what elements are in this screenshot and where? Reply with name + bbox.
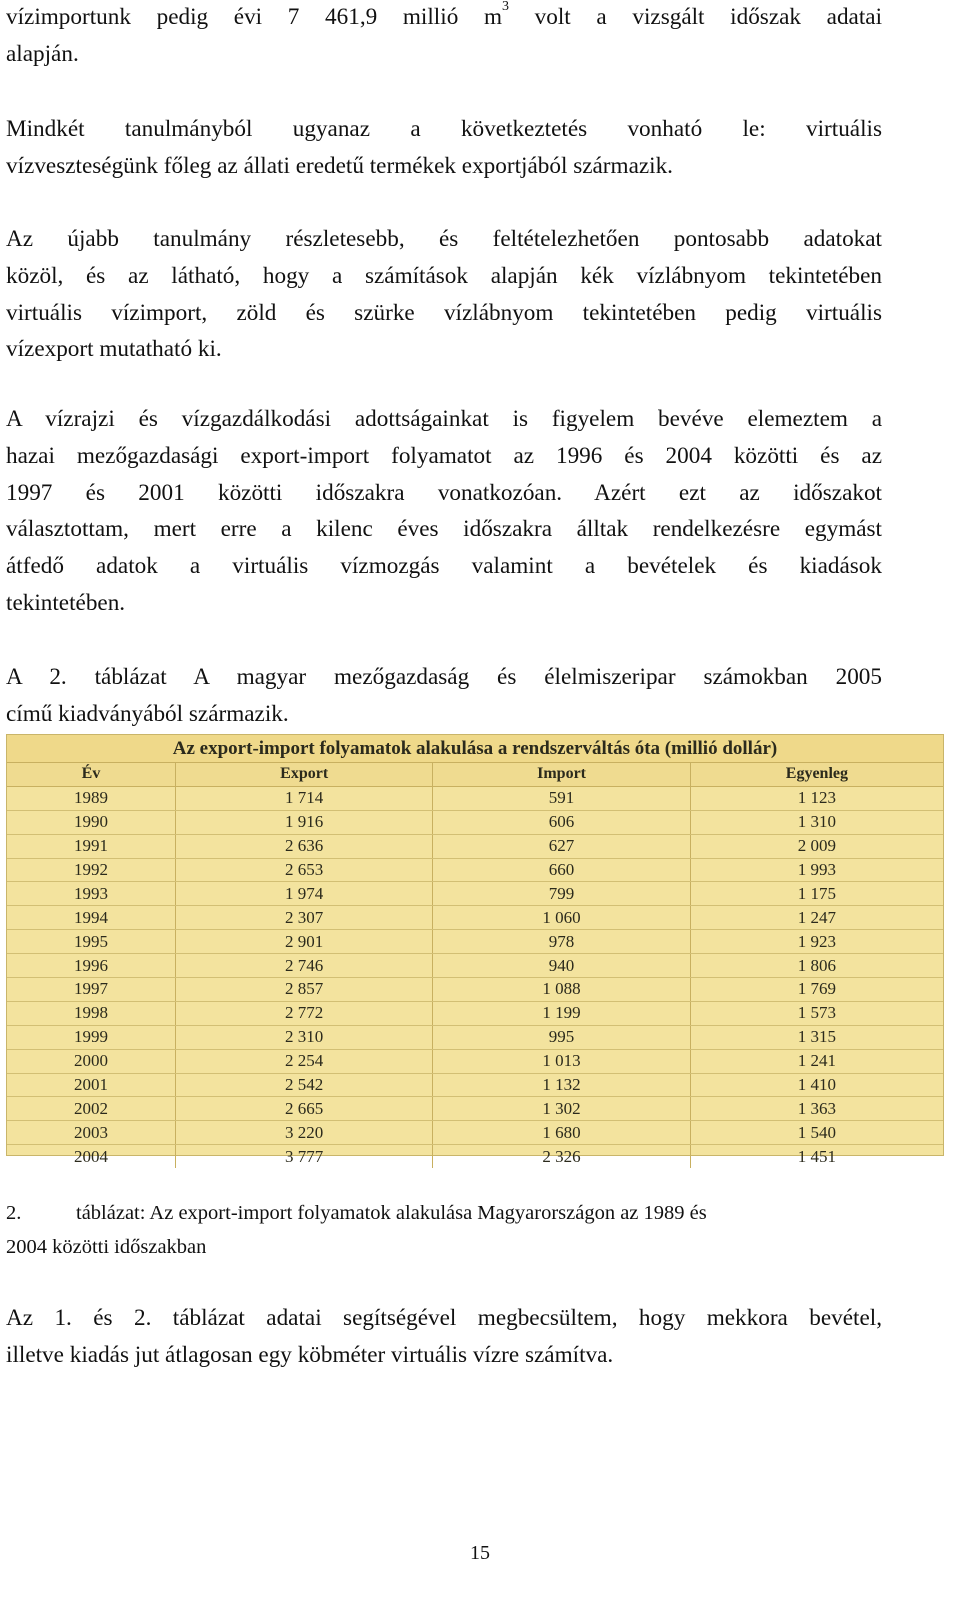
cell-year: 1998 — [7, 1001, 175, 1025]
cell-export: 2 307 — [175, 906, 432, 930]
text-line: illetve kiadás jut átlagosan egy köbméter virtuális vízre számítva. — [6, 1341, 614, 1368]
cell-year: 1997 — [7, 978, 175, 1002]
table-row — [7, 834, 943, 858]
cell-export: 2 636 — [175, 834, 432, 858]
table-title: Az export-import folyamatok alakulása a rendszerváltás óta (millió dollár) — [7, 735, 943, 763]
cell-export: 1 714 — [175, 786, 432, 810]
header-export: Export — [175, 763, 432, 786]
text-line: 1997 és 2001 közötti időszakra vonatkozóan. Azért ezt az időszakot — [6, 479, 882, 506]
table-header-row — [7, 763, 943, 786]
cell-export: 3 777 — [175, 1145, 432, 1168]
text-line: virtuális vízimport, zöld és szürke vízlábnyom tekintetében pedig virtuális — [6, 299, 882, 326]
cell-balance: 1 363 — [690, 1097, 943, 1121]
cell-import: 1 088 — [433, 978, 690, 1002]
cell-balance: 1 241 — [690, 1049, 943, 1073]
cell-balance: 1 315 — [690, 1025, 943, 1049]
text-line: vízexport mutatható ki. — [6, 336, 222, 363]
table-row — [7, 882, 943, 906]
table-row — [7, 1049, 943, 1073]
cell-export: 1 916 — [175, 810, 432, 834]
table-row — [7, 858, 943, 882]
cell-balance: 1 310 — [690, 810, 943, 834]
table-row — [7, 954, 943, 978]
cell-year: 1993 — [7, 882, 175, 906]
paragraph-water-import — [6, 0, 882, 73]
cell-balance: 1 123 — [690, 786, 943, 810]
cell-year: 1996 — [7, 954, 175, 978]
table-row — [7, 1073, 943, 1097]
cell-balance: 1 573 — [690, 1001, 943, 1025]
cell-import: 591 — [433, 786, 690, 810]
cell-year: 2002 — [7, 1097, 175, 1121]
paragraph-estimate — [6, 1300, 882, 1374]
table-row — [7, 786, 943, 810]
caption-line: 2004 közötti időszakban — [6, 1236, 207, 1258]
cell-import: 978 — [433, 930, 690, 954]
cell-import: 660 — [433, 858, 690, 882]
cell-import: 995 — [433, 1025, 690, 1049]
text-line: választottam, mert erre a kilenc éves időszakra álltak rendelkezésre egymást — [6, 516, 882, 543]
text-line: Mindkét tanulmányból ugyanaz a következtetés vonható le: virtuális — [6, 116, 882, 142]
text-line: Az újabb tanulmány részletesebb, és feltételezhetően pontosabb adatokat — [6, 226, 882, 252]
paragraph-conclusion — [6, 111, 882, 185]
cell-export: 2 746 — [175, 954, 432, 978]
text-line: Az 1. és 2. táblázat adatai segítségével megbecsültem, hogy mekkora bevétel, — [6, 1305, 882, 1331]
cell-export: 2 653 — [175, 858, 432, 882]
table-caption — [6, 1196, 882, 1264]
cell-balance: 1 769 — [690, 978, 943, 1002]
paragraph-table-source — [6, 659, 882, 733]
table-row — [7, 1097, 943, 1121]
cell-balance: 1 247 — [690, 906, 943, 930]
table-row — [7, 1001, 943, 1025]
text-line: vízveszteségünk főleg az állati eredetű termékek exportjából származik. — [6, 152, 673, 179]
table-row — [7, 930, 943, 954]
caption-number: 2. — [6, 1202, 22, 1224]
cell-export: 2 665 — [175, 1097, 432, 1121]
header-import: Import — [433, 763, 690, 786]
cell-balance: 1 993 — [690, 858, 943, 882]
cell-year: 2003 — [7, 1121, 175, 1145]
table-row — [7, 1025, 943, 1049]
cell-export: 2 901 — [175, 930, 432, 954]
export-import-table — [6, 734, 944, 1166]
cell-balance: 1 410 — [690, 1073, 943, 1097]
cell-balance: 1 175 — [690, 882, 943, 906]
table-row — [7, 978, 943, 1002]
cell-import: 1 199 — [433, 1001, 690, 1025]
cell-year: 2004 — [7, 1145, 175, 1168]
text-line: vízimportunk pedig évi 7 461,9 millió $m^3$ volt a vizsgált időszak adatai — [6, 0, 883, 30]
cell-year: 1990 — [7, 810, 175, 834]
table-row — [7, 906, 943, 930]
table-grid — [7, 763, 943, 1168]
cell-import: 606 — [433, 810, 690, 834]
cell-year: 1989 — [7, 786, 175, 810]
cell-import: 1 060 — [433, 906, 690, 930]
cell-export: 2 772 — [175, 1001, 432, 1025]
cell-import: 940 — [433, 954, 690, 978]
cell-year: 1995 — [7, 930, 175, 954]
cell-balance: 1 806 — [690, 954, 943, 978]
cell-export: 3 220 — [175, 1121, 432, 1145]
cell-import: 1 680 — [433, 1121, 690, 1145]
cell-balance: 1 923 — [690, 930, 943, 954]
text-line: közöl, és az látható, hogy a számítások alapján kék vízlábnyom tekintetében — [6, 262, 882, 289]
cell-export: 2 542 — [175, 1073, 432, 1097]
cell-year: 1999 — [7, 1025, 175, 1049]
cell-export: 2 254 — [175, 1049, 432, 1073]
paragraph-newer-study — [6, 221, 882, 368]
text-line: hazai mezőgazdasági export-import folyamatot az 1996 és 2004 közötti és az — [6, 442, 882, 469]
cell-balance: 1 540 — [690, 1121, 943, 1145]
cell-year: 1992 — [7, 858, 175, 882]
header-year: Év — [7, 763, 175, 786]
cell-import: 799 — [433, 882, 690, 906]
cell-export: 2 857 — [175, 978, 432, 1002]
cell-import: 1 013 — [433, 1049, 690, 1073]
cell-year: 1991 — [7, 834, 175, 858]
cell-import: 1 132 — [433, 1073, 690, 1097]
cell-import: 2 326 — [433, 1145, 690, 1168]
caption-line: 2. táblázat: Az export-import folyamatok alakulása Magyarországon az 1989 és — [6, 1196, 882, 1230]
cell-year: 1994 — [7, 906, 175, 930]
cell-balance: 1 451 — [797, 1146, 836, 1166]
text-line: című kiadványából származik. — [6, 700, 289, 727]
paragraph-analysis — [6, 401, 882, 622]
page-number: 15 — [470, 1542, 490, 1564]
cell-import: 627 — [433, 834, 690, 858]
cell-year: 2001 — [7, 1073, 175, 1097]
text-line: A 2. táblázat A magyar mezőgazdaság és élelmiszeripar számokban 2005 — [6, 664, 882, 690]
text-line: tekintetében. — [6, 589, 126, 616]
cell-export: 1 974 — [175, 882, 432, 906]
text-line: A vízrajzi és vízgazdálkodási adottságainkat is figyelem bevéve elemeztem a — [6, 406, 882, 432]
cell-import: 1 302 — [433, 1097, 690, 1121]
header-balance: Egyenleg — [690, 763, 943, 786]
text-line: alapján. — [6, 40, 79, 67]
table-row — [7, 1121, 943, 1145]
text-line: átfedő adatok a virtuális vízmozgás valamint a bevételek és kiadások — [6, 553, 882, 580]
cell-balance: 2 009 — [690, 834, 943, 858]
cell-year: 2000 — [7, 1049, 175, 1073]
table-row — [7, 1145, 943, 1168]
table-row — [7, 810, 943, 834]
cell-export: 2 310 — [175, 1025, 432, 1049]
